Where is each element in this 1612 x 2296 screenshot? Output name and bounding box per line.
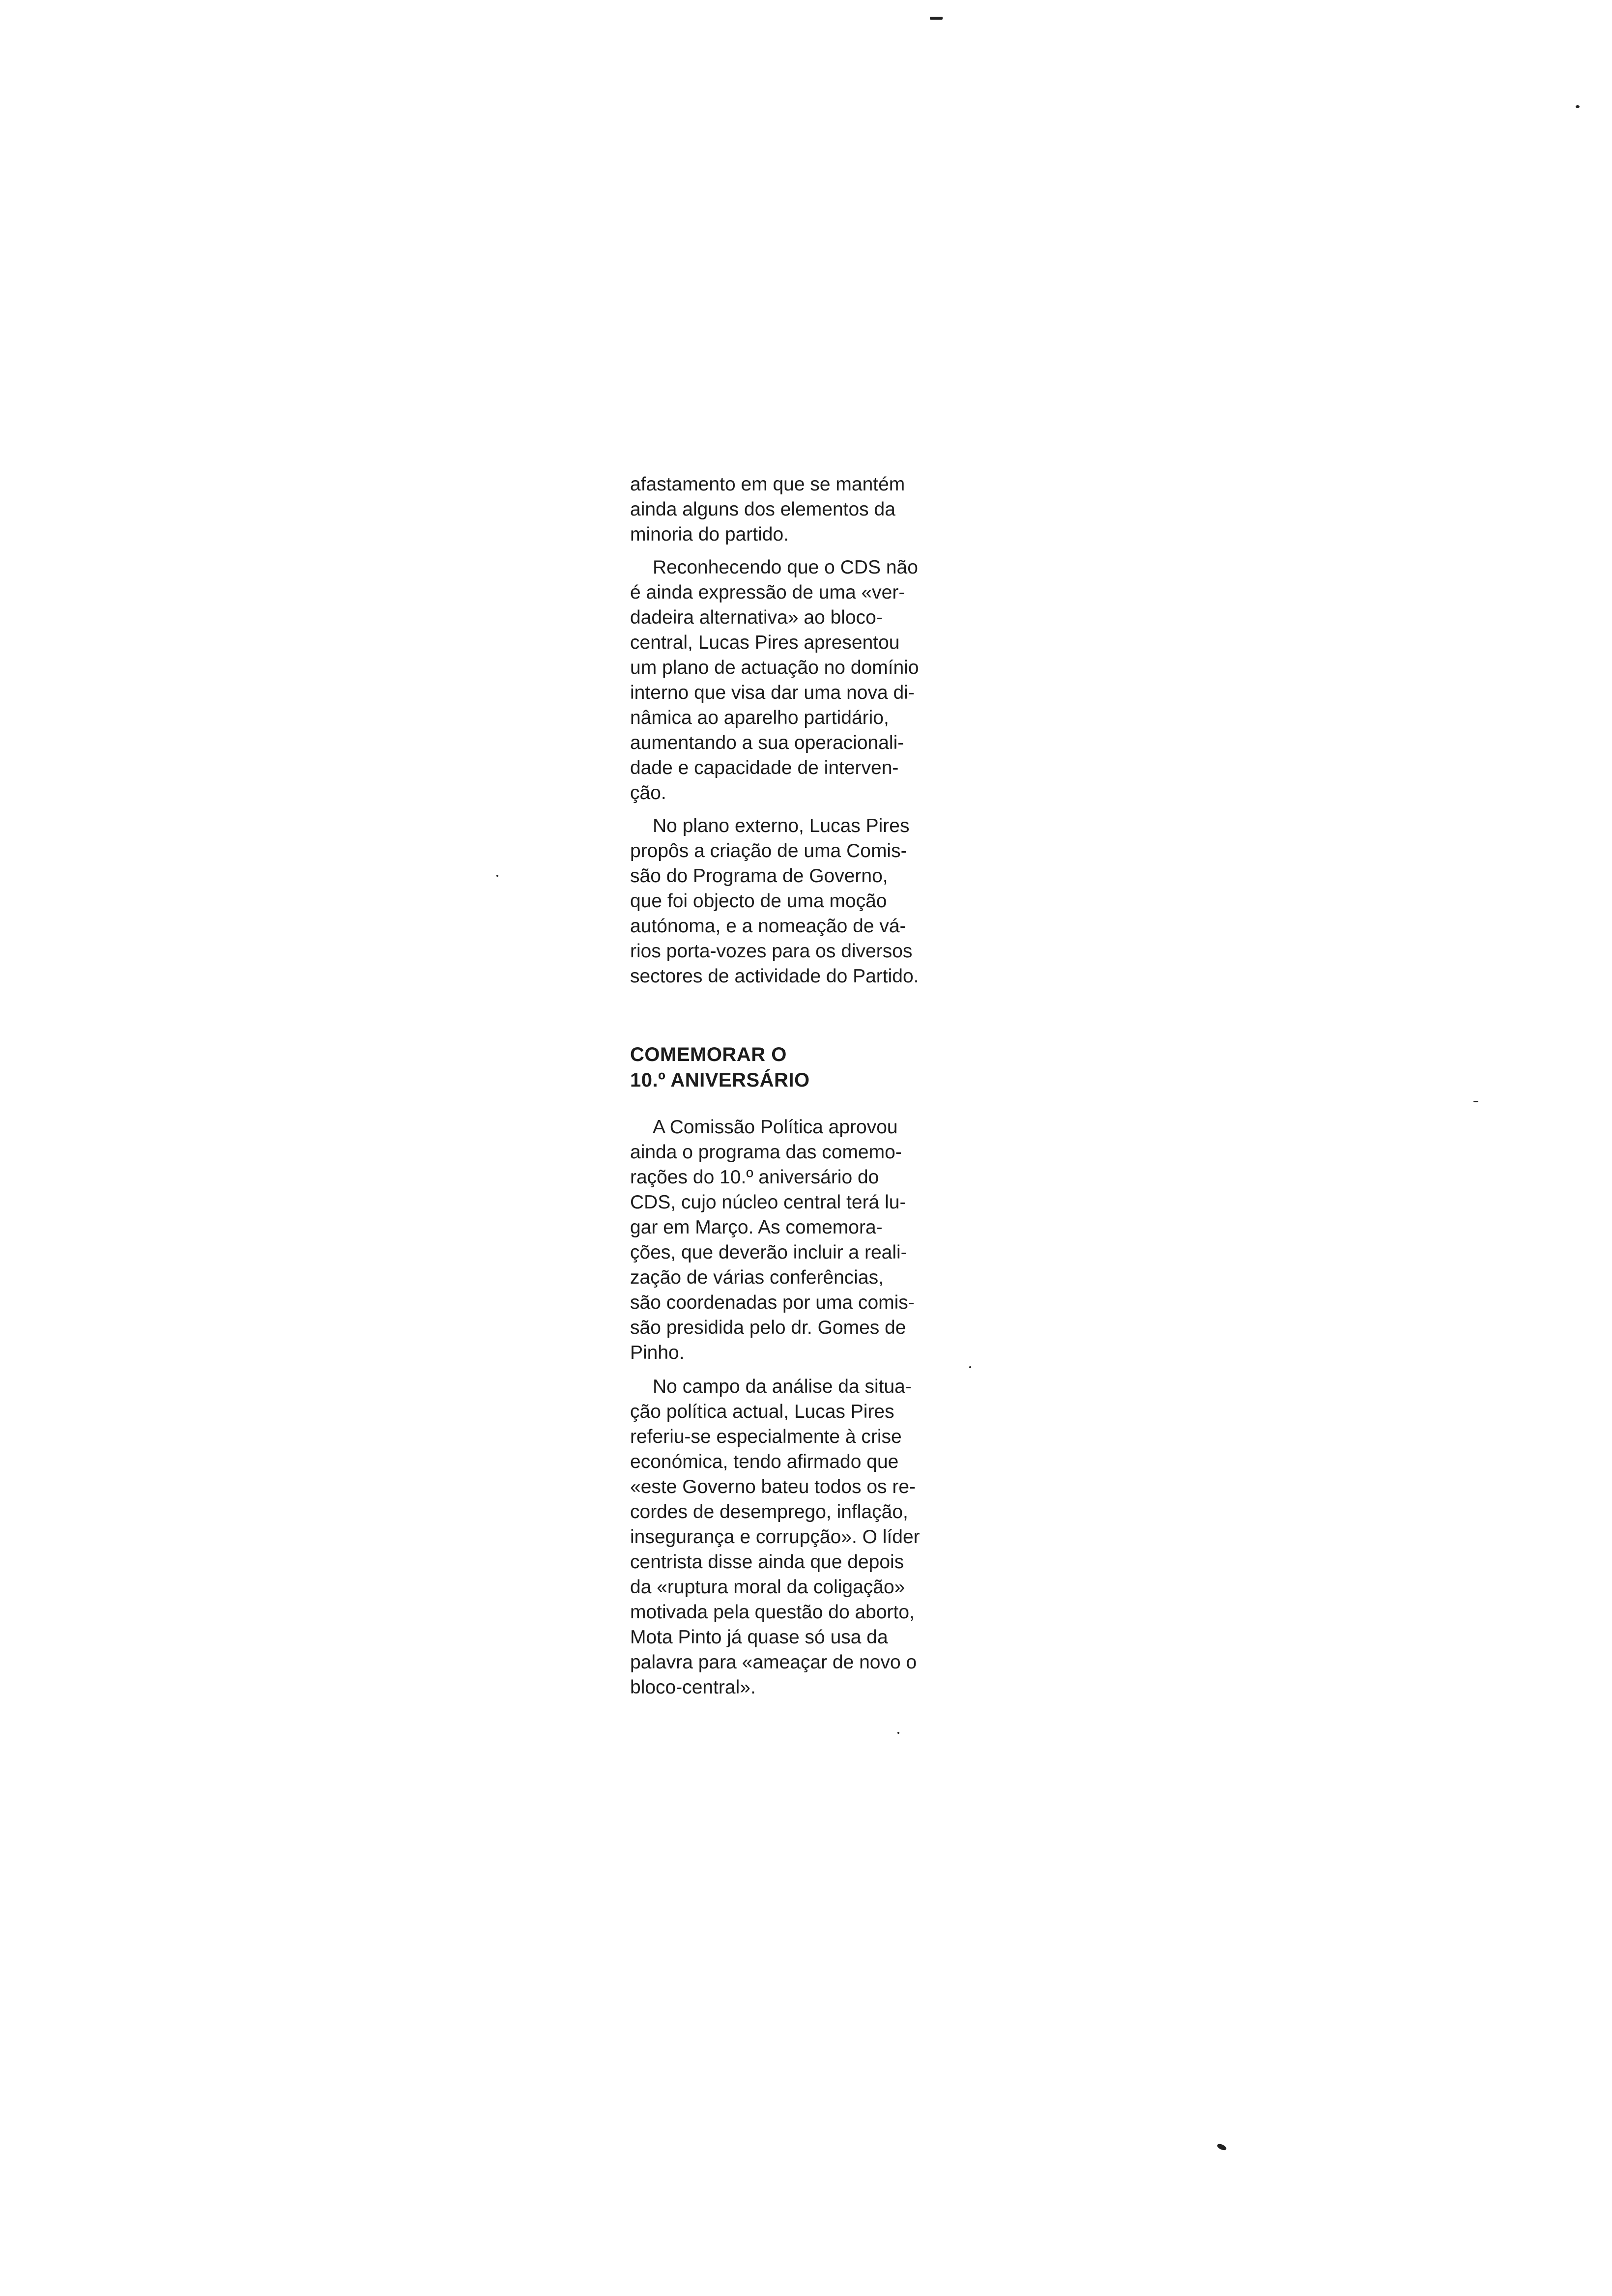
scan-speck [496,875,498,877]
article-section-2 [630,1042,974,1700]
scan-speck [930,17,943,20]
paragraph: No plano externo, Lucas Pires propôs a criação de uma Comis- são do Programa de Governo, que foi objecto de uma moção autónoma, e a nomeação de vá- rios porta-vozes para os diversos sectores de actividade do Partido. [630,815,919,987]
article-section-1 [630,472,974,989]
paragraph: A Comissão Política aprovou ainda o programa das comemo- rações do 10.º aniversário do CDS, cujo núcleo central terá lu- gar em Março. As comemora- ções, que deverão incluir a reali- zação de várias conferências, são coordenadas por uma comis- são presidida pelo dr. Gomes de Pinho. [630,1117,915,1363]
scan-speck [1576,105,1580,108]
scan-speck [1473,1101,1478,1102]
section-heading: COMEMORAR O 10.º ANIVERSÁRIO [630,1044,810,1091]
scan-speck [1216,2143,1227,2152]
article-column [630,472,974,1709]
paragraph: Reconhecendo que o CDS não é ainda expressão de uma «ver- dadeira alternativa» ao bloco- central, Lucas Pires apresentou um plano de actuação no domínio interno que visa dar uma nova di- nâmica ao aparelho partidário, aumentando a sua operacionali- dade e capacidade de interven- ção. [630,557,919,804]
paragraph: afastamento em que se mantém ainda alguns dos elementos da minoria do partido. [630,474,905,545]
scan-speck [897,1732,899,1734]
paragraph: No campo da análise da situa- ção política actual, Lucas Pires referiu-se especialmente à crise económica, tendo afirmado que «este Governo bateu todos os re- cordes de desemprego, inflação, insegurança e corrupção». O líder centrista disse ainda que depois da «ruptura moral da coligação» motivada pela questão do aborto, Mota Pinto já quase só usa da palavra para «ameaçar de novo o bloco-central». [630,1376,920,1698]
